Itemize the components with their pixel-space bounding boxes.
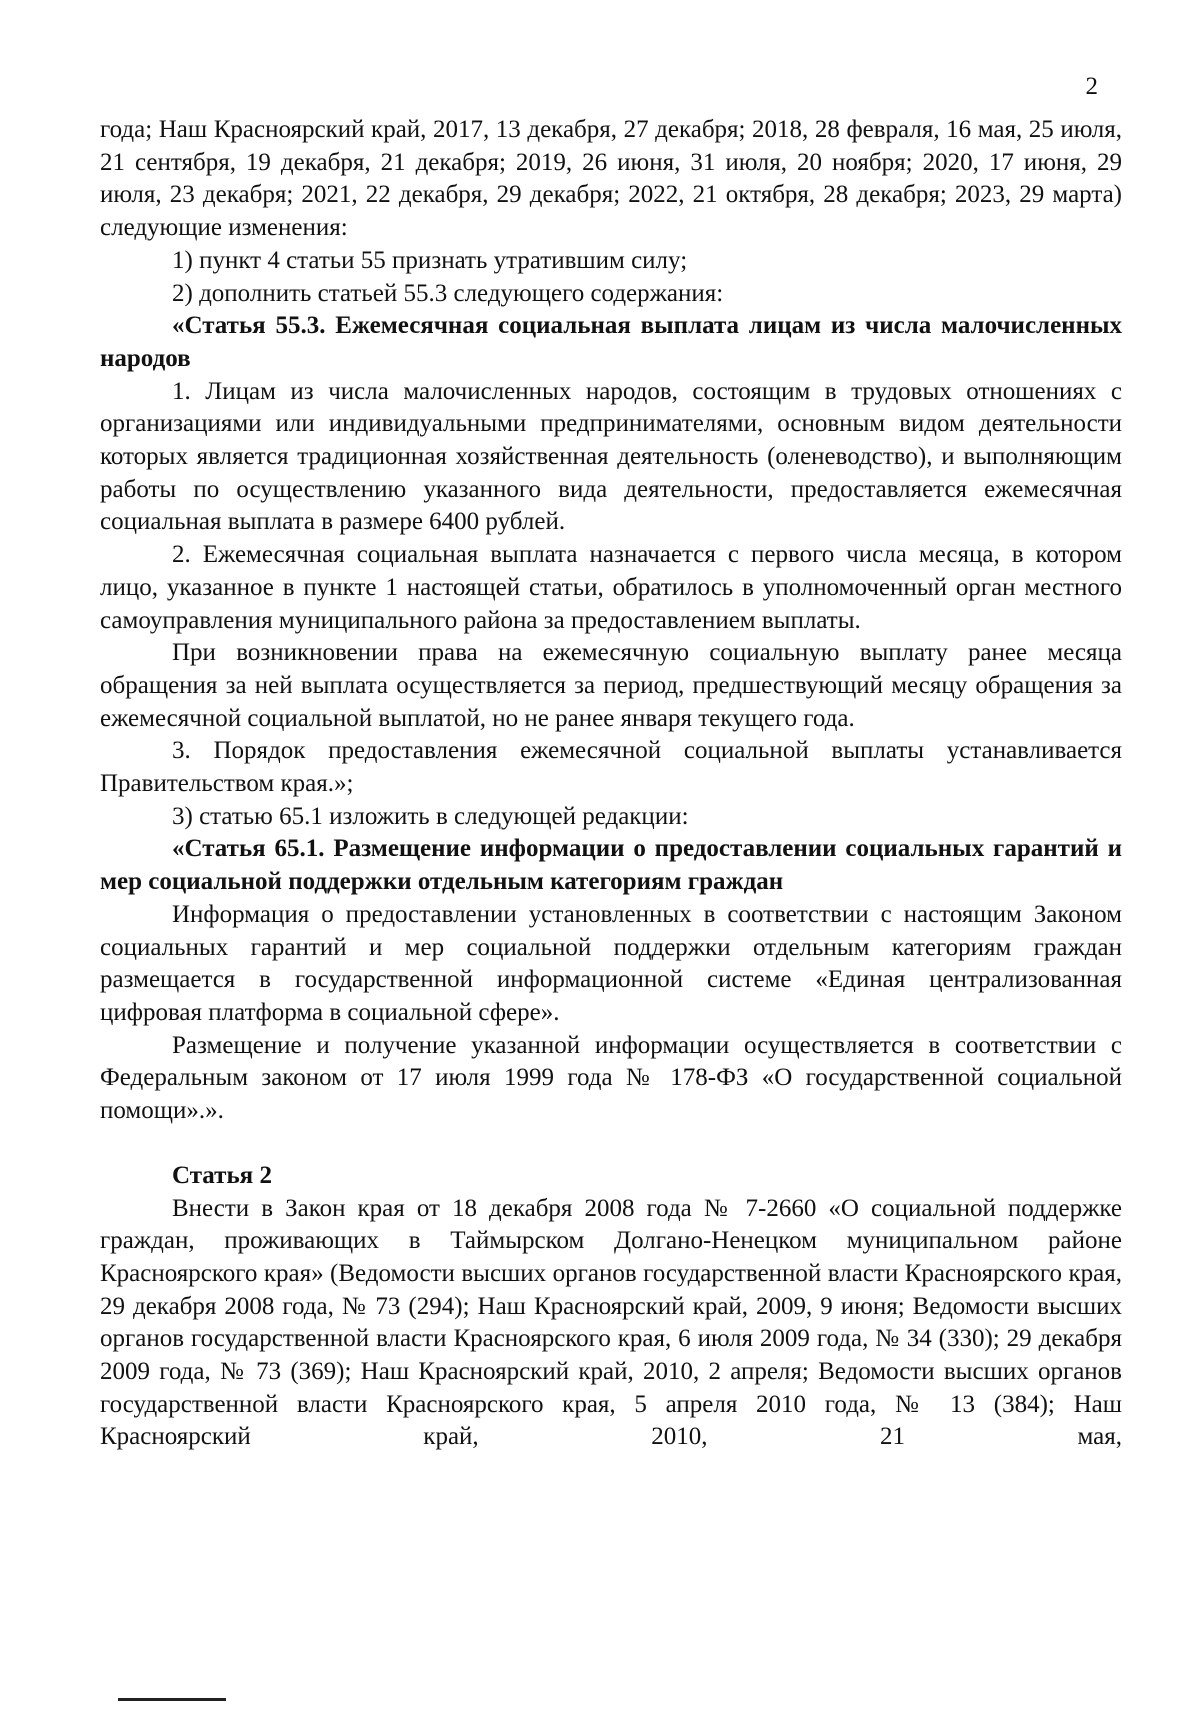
article-55-3-heading: «Статья 55.3. Ежемесячная социальная выплата лицам из числа малочисленных народов (100, 312, 1122, 372)
article-65-1-text: Информация о предоставлении установленных в соответствии с настоящим Законом социальных гарантий и мер социальной поддержки отдельным категориям граждан размещается в государственной информационной системе «Единая централизованная цифровая платформа в социальной сфере». (100, 900, 1122, 1026)
article-2-text: Внести в Закон края от 18 декабря 2008 года № 7-2660 «О социальной поддержке граждан, проживающих в Таймырском Долгано-Ненецком муниципальном районе Красноярского края» (Ведомости высших органов государственной власти Красноярского края, 29 декабря 2008 года, № 73 (294); Наш Красноярский край, 2009, 9 июня; Ведомости высших органов государственной власти Красноярского края, 6 июля 2009 года, № 34 (330); 29 декабря 2009 года, № 73 (369); Наш Красноярский край, 2010, 2 апреля; Ведомости высших органов государственной власти Красноярского края, 5 апреля 2010 года, № 13 (384); Наш Красноярский край, 2010, 21 мая, (100, 1194, 1122, 1451)
paragraph-item-2: 2) дополнить статьей 55.3 следующего содержания: (172, 279, 724, 307)
document-body (100, 114, 1122, 1454)
article-55-3-point-2-cont: При возникновении права на ежемесячную социальную выплату ранее месяца обращения за ней выплата осуществляется за период, предшествующий месяцу обращения за ежемесячной социальной выплатой, но не ранее января текущего года. (100, 639, 1122, 732)
article-2-heading: Статья 2 (172, 1161, 272, 1189)
article-65-1-heading: «Статья 65.1. Размещение информации о предоставлении социальных гарантий и мер социальной поддержки отдельным категориям граждан (100, 835, 1122, 896)
article-55-3-point-1: 1. Лицам из числа малочисленных народов, состоящим в трудовых отношениях с организациями или индивидуальными предпринимателями, основным видом деятельности которых является традиционная хозяйственная деятельность (оленеводство), и выполняющим работы по осуществлению указанного вида деятельности, предоставляется ежемесячная социальная выплата в размере 6400 рублей. (100, 377, 1122, 536)
paragraph-amendment-sources: года; Наш Красноярский край, 2017, 13 декабря, 27 декабря; 2018, 28 февраля, 16 мая, 25 июля, 21 сентября, 19 декабря, 21 декабря; 2019, 26 июня, 31 июля, 20 ноября; 2020, 17 июня, 29 июля, 23 декабря; 2021, 22 декабря, 29 декабря; 2022, 21 октября, 28 декабря; 2023, 29 марта) следующие изменения: (100, 116, 1122, 242)
paragraph-item-3: 3) статью 65.1 изложить в следующей редакции: (172, 802, 689, 830)
section-spacer (100, 1128, 1122, 1160)
paragraph-item-1: 1) пункт 4 статьи 55 признать утратившим силу; (172, 246, 688, 274)
article-55-3-point-3: 3. Порядок предоставления ежемесячной социальной выплаты устанавливается Правительством края.»; (100, 737, 1122, 798)
article-55-3-point-2: 2. Ежемесячная социальная выплата назначается с первого числа месяца, в котором лицо, указанное в пункте 1 настоящей статьи, обратилось в уполномоченный орган местного самоуправления муниципального района за предоставлением выплаты. (100, 541, 1122, 634)
scan-artifact-line (118, 1698, 226, 1701)
page-number: 2 (1085, 73, 1098, 100)
article-65-1-text-cont: Размещение и получение указанной информации осуществляется в соответствии с Федеральным законом от 17 июля 1999 года № 178-ФЗ «О государственной социальной помощи».». (100, 1031, 1122, 1125)
